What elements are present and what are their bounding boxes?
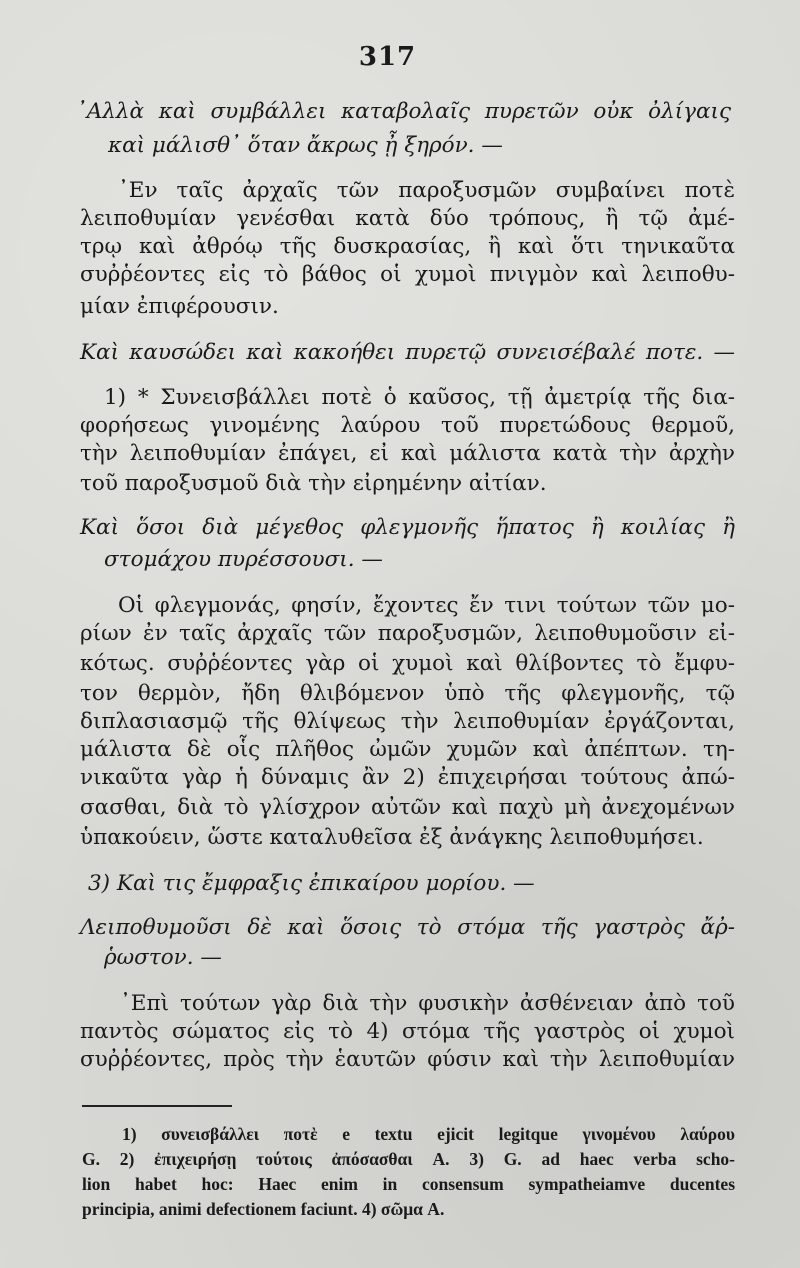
text-line-29: συῤῥέοντες, πρὸς τὴν ἑαυτῶν φύσιν καὶ τὴν λειποθυμίαν: [80, 1047, 735, 1072]
text-line-7: μίαν ἐπιφέρουσιν.: [80, 294, 279, 319]
text-line-15: Οἱ φλεγμονάς, φησίν, ἔχοντες ἔν τινι τούτων τῶν μο-: [118, 593, 735, 618]
footnote-line-4: principia, animi defectionem faciunt. 4) σῶμα A.: [82, 1199, 445, 1219]
text-line-1: ᾿Αλλὰ καὶ συμβάλλει καταβολαῖς πυρετῶν οὐκ ὀλίγαις: [76, 99, 731, 124]
text-line-3: ᾿Εν ταῖς ἀρχαῖς τῶν παροξυσμῶν συμβαίνει ποτὲ: [118, 178, 735, 203]
text-line-13: Καὶ ὅσοι διὰ μέγεθος φλεγμονῆς ἥπατος ἢ κοιλίας ἢ: [80, 515, 735, 540]
text-line-4: λειποθυμίαν γενέσθαι κατὰ δύο τρόπους, ἢ τῷ ἀμέ-: [80, 206, 735, 231]
text-line-16: ρίων ἐν ταῖς ἀρχαῖς τῶν παροξυσμῶν, λειποθυμοῦσιν εἰ-: [80, 621, 735, 646]
text-line-24: 3) Καὶ τις ἔμφραξις ἐπικαίρου μορίου. —: [88, 871, 535, 896]
text-line-20: μάλιστα δὲ οἷς πλῆθος ὠμῶν χυμῶν καὶ ἀπέπτων. τη-: [80, 737, 735, 762]
text-line-8: Καὶ καυσώδει καὶ κακοήθει πυρετῷ συνεισέβαλέ ποτε. —: [80, 340, 735, 365]
text-line-25: Λειποθυμοῦσι δὲ καὶ ὅσοις τὸ στόμα τῆς γαστρὸς ἄῤ-: [80, 915, 735, 940]
text-line-19: διπλασιασμῷ τῆς θλίψεως τὴν λειποθυμίαν ἐργάζονται,: [80, 709, 735, 734]
text-line-26: ῥωστον. —: [104, 945, 222, 970]
text-line-12: τοῦ παροξυσμοῦ διὰ τὴν εἰρημένην αἰτίαν.: [80, 471, 547, 496]
page-number: 317: [358, 42, 417, 72]
text-line-21: νικαῦτα γὰρ ἡ δύναμις ἂν 2) ἐπιχειρήσαι τούτους ἀπώ-: [80, 765, 735, 790]
footnote-line-3: lion habet hoc: Haec enim in consensum sympatheiamve ducentes: [82, 1174, 735, 1194]
text-line-9: 1) * Συνεισβάλλει ποτὲ ὁ καῦσος, τῇ ἀμετρίᾳ τῆς δια-: [104, 385, 735, 410]
text-line-10: φορήσεως γινομένης λαύρου τοῦ πυρετώδους θερμοῦ,: [80, 413, 735, 438]
footnote-rule: [82, 1105, 232, 1107]
footnote-line-1: 1) συνεισβάλλει ποτὲ e textu ejicit legitque γινομένου λαύρου: [122, 1124, 735, 1144]
footnote-line-2: G. 2) ἐπιχειρήσῃ τούτοις ἀπόσασθαι A. 3) G. ad haec verba scho-: [82, 1149, 735, 1169]
text-line-22: σασθαι, διὰ τὸ γλίσχρον αὐτῶν καὶ παχὺ μὴ ἀνεχομένων: [80, 795, 735, 820]
text-line-17: κότως. συῤῥέοντες γὰρ οἱ χυμοὶ καὶ θλίβοντες τὸ ἔμφυ-: [80, 651, 735, 676]
text-line-11: τὴν λειποθυμίαν ἐπάγει, εἰ καὶ μάλιστα κατὰ τὴν ἀρχὴν: [80, 441, 735, 466]
text-line-18: τον θερμὸν, ἤδη θλιβόμενον ὑπὸ τῆς φλεγμονῆς, τῷ: [80, 681, 735, 706]
text-line-14: στομάχου πυρέσσουσι. —: [104, 547, 383, 572]
text-line-23: ὑπακούειν, ὥστε καταλυθεῖσα ἐξ ἀνάγκης λειποθυμήσει.: [80, 825, 704, 850]
text-line-2: καὶ μάλισθ᾿ ὅταν ἄκρως ᾖ ξηρόν. —: [108, 133, 503, 158]
text-line-27: ᾿Επὶ τούτων γὰρ διὰ τὴν φυσικὴν ἀσθένειαν ἀπὸ τοῦ: [120, 991, 735, 1016]
text-line-6: συῤῥέοντες εἰς τὸ βάθος οἱ χυμοὶ πνιγμὸν καὶ λειποθυ-: [80, 262, 735, 287]
text-line-5: τρῳ καὶ ἀθρόῳ τῆς δυσκρασίας, ἢ καὶ ὅτι τηνικαῦτα: [80, 234, 735, 259]
text-line-28: παντὸς σώματος εἰς τὸ 4) στόμα τῆς γαστρὸς οἱ χυμοὶ: [80, 1019, 735, 1044]
